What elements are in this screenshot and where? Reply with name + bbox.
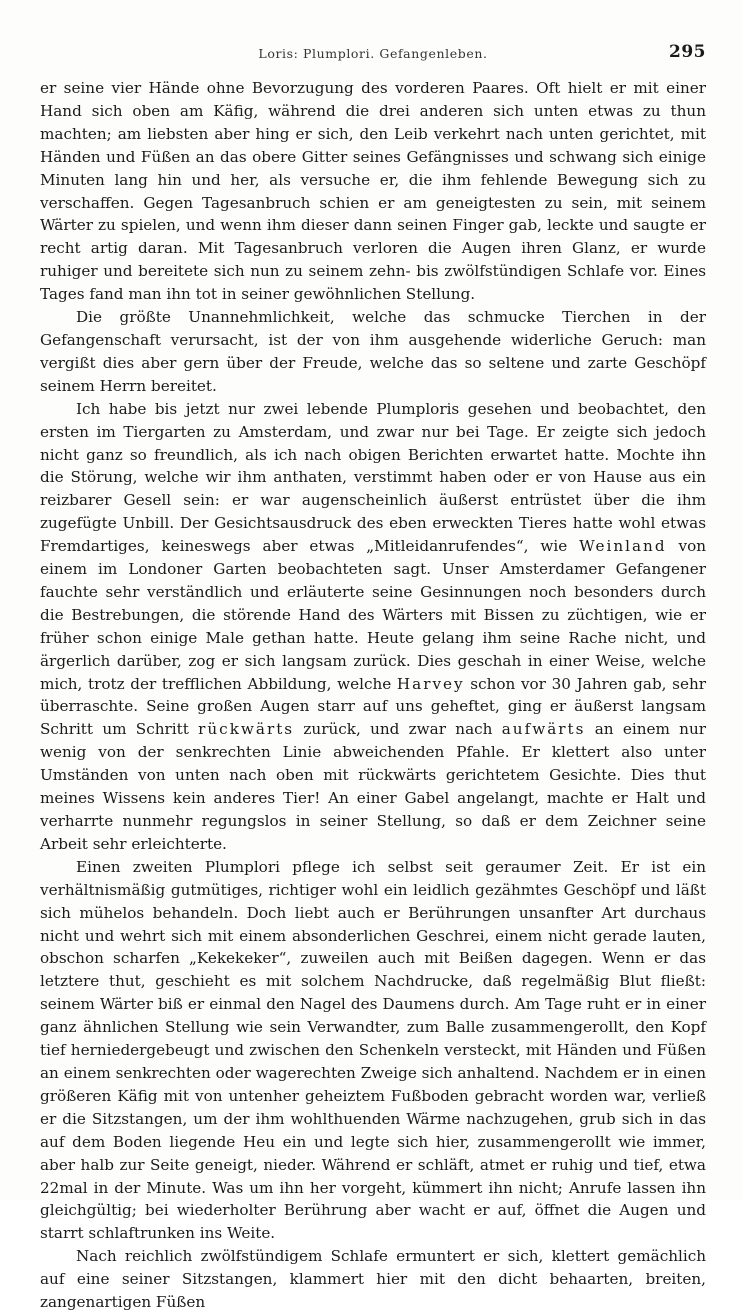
paragraph-3	[40, 398, 706, 856]
emphasis-rueckwaerts: rückwärts	[198, 720, 295, 739]
paragraph-3-text-a: Ich habe bis jetzt nur zwei lebende Plumploris gesehen und beobachtet, den ersten im Tiergarten zu Amsterdam, und zwar nur bei Tage. Er zeigte sich jedoch nicht ganz so freundlich, als ich nach obigen Berichten erwartet hatte. Mochte ihn die Störung, welche wir ihm anthaten, verstimmt haben oder er von Hause aus ein reizbarer Gesell sein: er war augenscheinlich äußerst entrüstet über die ihm zugefügte Unbill. Der Gesichtsausdruck des eben erweckten Tieres hatte wohl etwas Fremdartiges, keineswegs aber etwas „Mitleidanrufendes“, wie	[40, 399, 706, 556]
paragraph-4: Einen zweiten Plumplori pflege ich selbst seit geraumer Zeit. Er ist ein verhältnismäßig gutmütiges, richtiger wohl ein leidlich gezähmtes Geschöpf und läßt sich mühelos behandeln. Doch liebt auch er Berührungen unsanfter Art durchaus nicht und wehrt sich mit einem absonderlichen Geschrei, einem nicht gerade lauten, obschon scharfen „Kekekeker“, zuweilen auch mit Beißen dagegen. Wenn er das letztere thut, geschieht es mit solchem Nachdrucke, daß regelmäßig Blut fließt: seinem Wärter biß er einmal den Nagel des Daumens durch. Am Tage ruht er in einer ganz ähnlichen Stellung wie sein Verwandter, zum Balle zusammengerollt, den Kopf tief herniedergebeugt und zwischen den Schenkeln versteckt, mit Händen und Füßen an einem senkrechten oder wagerechten Zweige sich anhaltend. Nachdem er in einen größeren Käfig mit von untenher geheiztem Fußboden gebracht worden war, verließ er die Sitzstangen, um der ihm wohlthuenden Wärme nachzugehen, grub sich in das auf dem Boden liegende Heu ein und legte sich hier, zusammengerollt wie immer, aber halb zur Seite geneigt, nieder. Während er schläft, atmet er ruhig und tief, etwa 22mal in der Minute. Was um ihn her vorgeht, kümmert ihn nicht; Anrufe lassen ihn gleichgültig; bei wiederholter Berührung aber wacht er auf, öffnet die Augen und starrt schlaftrunken ins Weite.	[40, 857, 706, 1243]
running-head: Loris: Plumplori. Gefangenleben.	[258, 46, 488, 61]
author-name-harvey: Harvey	[396, 674, 465, 693]
paragraph-1: er seine vier Hände ohne Bevorzugung des vorderen Paares. Oft hielt er mit einer Hand sich oben am Käfig, während die drei anderen sich unten etwas zu thun machten; am liebsten aber hing er sich, den Leib verkehrt nach unten gerichtet, mit Händen und Füßen an das obere Gitter seines Gefängnisses und schwang sich einige Minuten lang hin und her, als versuche er, die ihm fehlende Bewegung sich zu verschaffen. Gegen Tagesanbruch schien er am geneigtesten zu sein, mit seinem Wärter zu spielen, und wenn ihm dieser dann seinen Finger gab, leckte und saugte er recht artig daran. Mit Tagesanbruch verloren die Augen ihren Glanz, er wurde ruhiger und bereitete sich nun zu seinem zehn- bis zwölfstündigen Schlafe vor. Eines Tages fand man ihn tot in seiner gewöhnlichen Stellung.	[40, 79, 706, 304]
body-text	[40, 77, 706, 1312]
paragraph-3-text-c: von einem im Londoner Garten beobachteten sagt. Unser Amsterdamer Gefangener fauchte sehr verständlich und erläuterte seine Gesinnungen noch besonders durch die Bestrebungen, die störende Hand des Wärters mit Bissen zu züchtigen, wie er früher schon einige Male gethan hatte. Heute gelang ihm seine Rache nicht, und ärgerlich darüber, zog er sich langsam zurück. Dies geschah in einer Weise, welche mich, trotz der trefflichen Abbildung, welche	[40, 537, 706, 693]
page-number: 295	[669, 42, 706, 62]
paragraph-5: Nach reichlich zwölfstündigem Schlafe ermuntert er sich, klettert gemächlich auf eine seiner Sitzstangen, klammert hier mit den dicht behaarten, breiten, zangenartigen Füßen	[40, 1247, 706, 1312]
paragraph-3-text-g: zurück, und zwar nach	[294, 720, 502, 739]
paragraph-2: Die größte Unannehmlichkeit, welche das schmucke Tierchen in der Gefangenschaft verursacht, ist der von ihm ausgehende widerliche Geruch: man vergißt dies aber gern über der Freude, welche das so seltene und zarte Geschöpf seinem Herrn bereitet.	[40, 308, 706, 395]
page-header	[40, 42, 706, 66]
emphasis-aufwaerts: aufwärts	[501, 720, 586, 739]
paragraph-3-text-i: an einem nur wenig von der senkrechten Linie abweichenden Pfahle. Er klettert also unter Umständen von unten nach oben mit rückwärts gerichtetem Gesichte. Dies thut meines Wissens kein anderes Tier! An einer Gabel angelangt, machte er Halt und verharrte nunmehr regungslos in seiner Stellung, so daß er dem Zeichner seine Arbeit sehr erleichterte.	[40, 720, 706, 853]
paragraph-3-text-e: schon vor 30 Jahren gab, sehr überraschte. Seine großen Augen starr auf uns geheftet, ging er äußerst langsam Schritt um Schritt	[40, 674, 706, 739]
author-name-weinland: Weinland	[579, 537, 667, 556]
